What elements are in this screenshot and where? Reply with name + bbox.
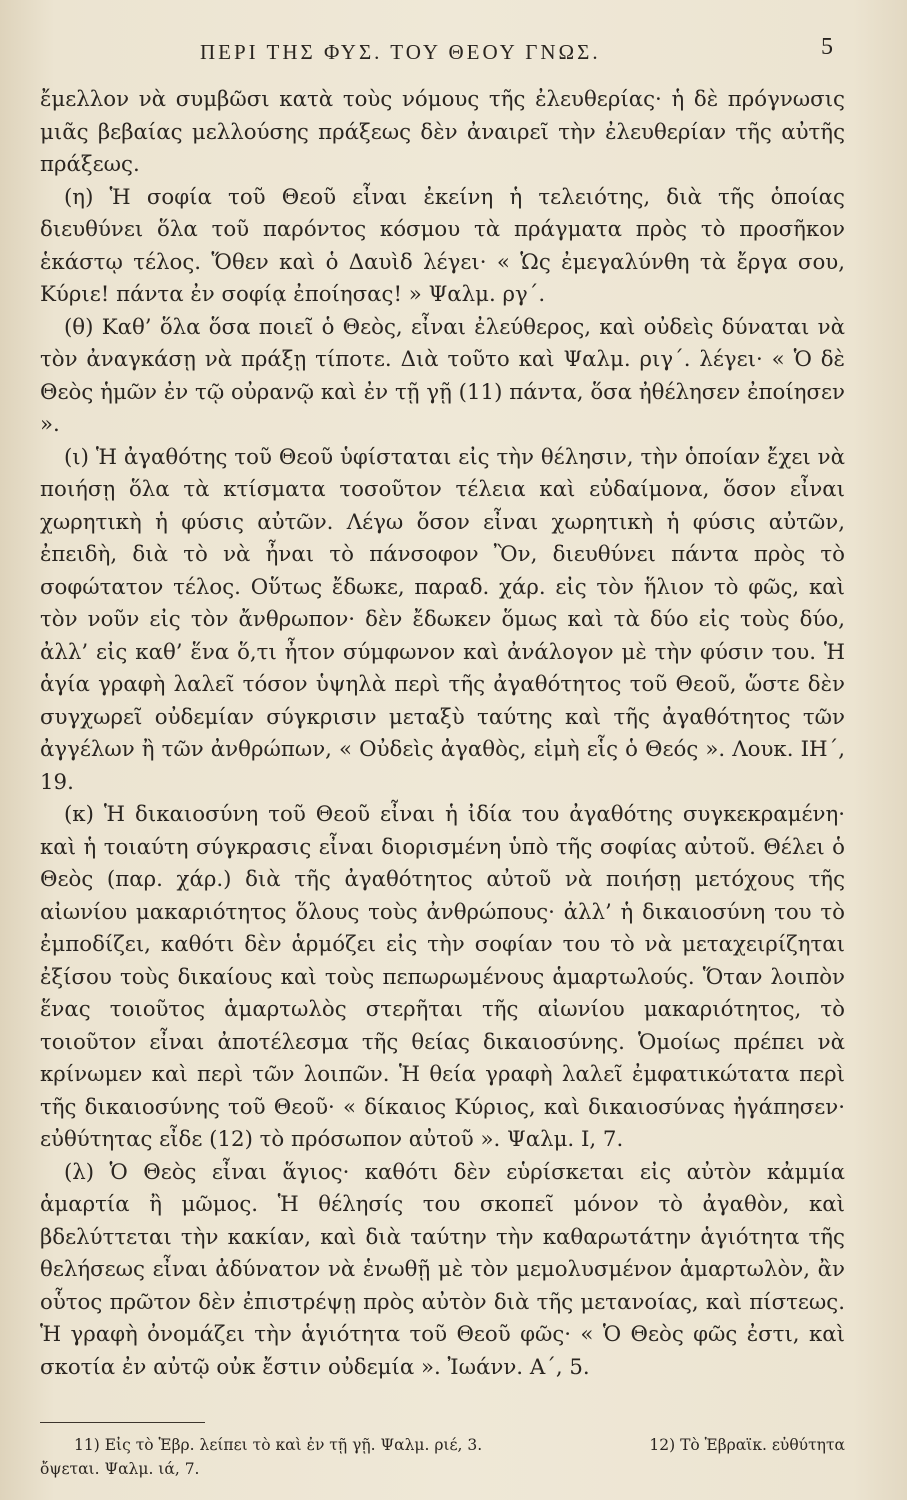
paragraph-eta: (η) Ἡ σοφία τοῦ Θεοῦ εἶναι ἐκείνη ἡ τελειότης, διὰ τῆς ὁποίας διευθύνει ὅλα τοῦ παρόντος κόσμου τὰ πράγματα πρὸς τὸ προσῆκον ἑκάστῳ τέλος. Ὅθεν καὶ ὁ Δαυὶδ λέγει· « Ὡς ἐμεγαλύνθη τὰ ἔργα σου, Κύριε! πάντα ἐν σοφίᾳ ἐποίησας! » Ψαλμ. ργ΄. xyxy=(40,184,845,307)
page-number: 5 xyxy=(821,34,833,60)
page-title: ΠΕΡΙ ΤΗΣ ΦΥΣ. ΤΟΥ ΘΕΟΥ ΓΝΩΣ. xyxy=(200,40,601,64)
footnote-11: 11) Εἰς τὸ Ἑβρ. λείπει τὸ καὶ ἐν τῇ γῇ. Ψαλμ. ριέ, 3. xyxy=(74,1436,483,1454)
body-text xyxy=(40,84,845,1384)
footnotes xyxy=(40,1433,845,1457)
paragraph: ἔμελλον νὰ συμβῶσι κατὰ τοὺς νόμους τῆς ἐλευθερίας· ἡ δὲ πρόγνωσις μιᾶς βεβαίας μελλούσης πράξεως δὲν ἀναιρεῖ τὴν ἐλευθερίαν τῆς αὐτῆς πράξεως. xyxy=(40,87,845,177)
running-head xyxy=(40,26,845,84)
footnote-12: 12) Τὸ Ἑβραϊκ. εὐθύτητα xyxy=(649,1436,845,1454)
footnote-12-continuation: ὄψεται. Ψαλμ. ιά, 7. xyxy=(40,1460,200,1478)
paragraph-lambda: (λ) Ὁ Θεὸς εἶναι ἅγιος· καθότι δὲν εὑρίσκεται εἰς αὐτὸν κἀμμία ἁμαρτία ἢ μῶμος. Ἡ θέλησίς του σκοπεῖ μόνον τὸ ἀγαθὸν, καὶ βδελύττεται τὴν κακίαν, καὶ διὰ ταύτην τὴν καθαρωτάτην ἁγιότητα τῆς θελήσεως εἶναι ἀδύνατον νὰ ἑνωθῇ μὲ τὸν μεμολυσμένον ἁμαρτωλὸν, ἂν οὗτος πρῶτον δὲν ἐπιστρέψῃ πρὸς αὐτὸν διὰ τῆς μετανοίας, καὶ πίστεως. Ἡ γραφὴ ὀνομάζει τὴν ἁγιότητα τοῦ Θεοῦ φῶς· « Ὁ Θεὸς φῶς ἐστι, καὶ σκοτία ἐν αὐτῷ οὐκ ἔστιν οὐδεμία ». Ἰωάνν. Α΄, 5. xyxy=(40,1159,845,1380)
footnote-divider xyxy=(40,1422,205,1423)
paragraph-theta: (θ) Καθ’ ὅλα ὅσα ποιεῖ ὁ Θεὸς, εἶναι ἐλεύθερος, καὶ οὐδεὶς δύναται νὰ τὸν ἀναγκάσῃ νὰ πράξῃ τίποτε. Διὰ τοῦτο καὶ Ψαλμ. ριγ΄. λέγει· « Ὁ δὲ Θεὸς ἡμῶν ἐν τῷ οὐρανῷ καὶ ἐν τῇ γῇ (11) πάντα, ὅσα ἠθέλησεν ἐποίησεν ». xyxy=(40,314,845,437)
paragraph-iota: (ι) Ἡ ἀγαθότης τοῦ Θεοῦ ὑφίσταται εἰς τὴν θέλησιν, τὴν ὁποίαν ἔχει νὰ ποιήσῃ ὅλα τὰ κτίσματα τοσοῦτον τέλεια καὶ εὐδαίμονα, ὅσον εἶναι χωρητικὴ ἡ φύσις αὐτῶν. Λέγω ὅσον εἶναι χωρητικὴ ἡ φύσις αὐτῶν, ἐπειδὴ, διὰ τὸ νὰ ἦναι τὸ πάνσοφον Ὂν, διευθύνει πάντα πρὸς τὸ σοφώτατον τέλος. Οὕτως ἔδωκε, παραδ. χάρ. εἰς τὸν ἥλιον τὸ φῶς, καὶ τὸν νοῦν εἰς τὸν ἄνθρωπον· δὲν ἔδωκεν ὅμως καὶ τὰ δύο εἰς τοὺς δύο, ἀλλ’ εἰς καθ’ ἕνα ὅ,τι ἦτον σύμφωνον καὶ ἀνάλογον μὲ τὴν φύσιν του. Ἡ ἁγία γραφὴ λαλεῖ τόσον ὑψηλὰ περὶ τῆς ἀγαθότητος τοῦ Θεοῦ, ὥστε δὲν συγχωρεῖ οὐδεμίαν σύγκρισιν μεταξὺ ταύτης καὶ τῆς ἀγαθότητος τῶν ἀγγέλων ἢ τῶν ἀνθρώπων, « Οὐδεὶς ἀγαθὸς, εἰμὴ εἷς ὁ Θεός ». Λουκ. ΙΗ΄, 19. xyxy=(40,444,845,795)
paragraph-kappa: (κ) Ἡ δικαιοσύνη τοῦ Θεοῦ εἶναι ἡ ἰδία του ἀγαθότης συγκεκραμένη· καὶ ἡ τοιαύτη σύγκρασις εἶναι διορισμένη ὑπὸ τῆς σοφίας αὐτοῦ. Θέλει ὁ Θεὸς (παρ. χάρ.) διὰ τῆς ἀγαθότητος αὐτοῦ νὰ ποιήσῃ μετόχους τῆς αἰωνίου μακαριότητος ὅλους τοὺς ἀνθρώπους· ἀλλ’ ἡ δικαιοσύνη του τὸ ἐμποδίζει, καθότι δὲν ἁρμόζει εἰς τὴν σοφίαν του τὸ νὰ μεταχειρίζηται ἐξίσου τοὺς δικαίους καὶ τοὺς πεπωρωμένους ἁμαρτωλούς. Ὅταν λοιπὸν ἕνας τοιοῦτος ἁμαρτωλὸς στερῆται τῆς αἰωνίου μακαριότητος, τὸ τοιοῦτον εἶναι ἀποτέλεσμα τῆς θείας δικαιοσύνης. Ὁμοίως πρέπει νὰ κρίνωμεν καὶ περὶ τῶν λοιπῶν. Ἡ θεία γραφὴ λαλεῖ ἐμφατικώτατα περὶ τῆς δικαιοσύνης τοῦ Θεοῦ· « δίκαιος Κύριος, καὶ δικαιοσύνας ἠγάπησεν· εὐθύτητας εἶδε (12) τὸ πρόσωπον αὐτοῦ ». Ψαλμ. Ι, 7. xyxy=(40,802,845,1152)
